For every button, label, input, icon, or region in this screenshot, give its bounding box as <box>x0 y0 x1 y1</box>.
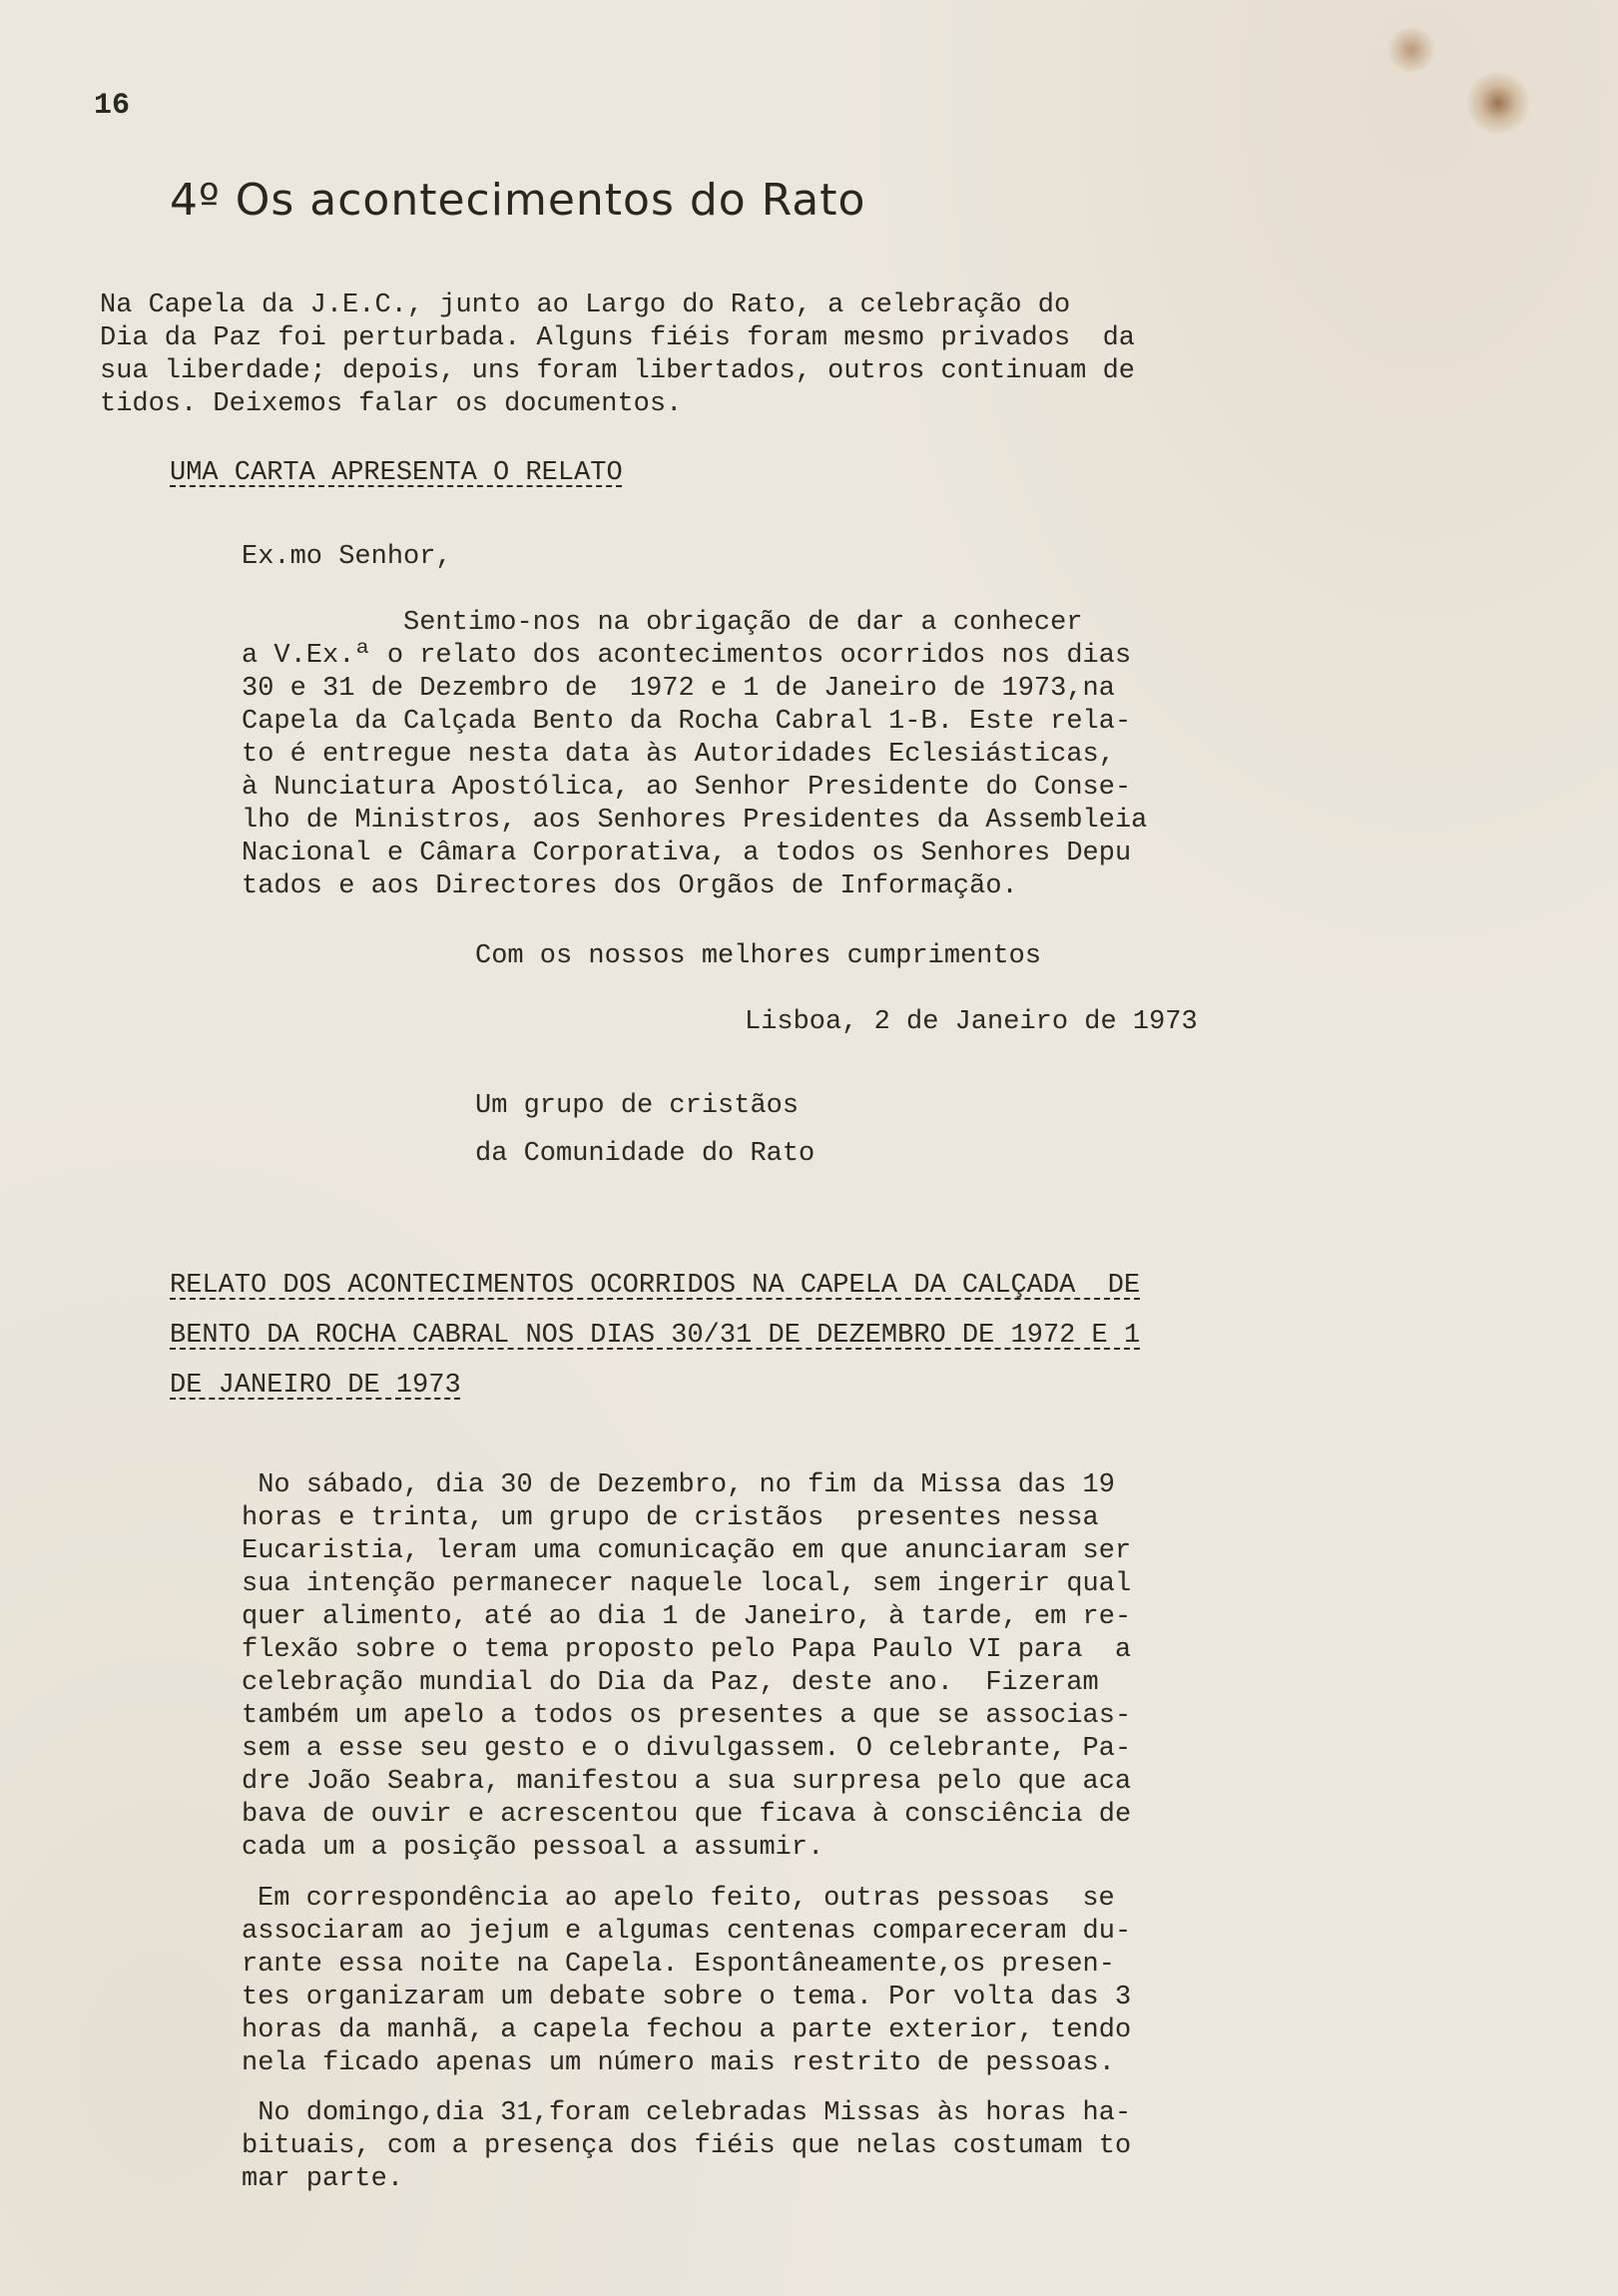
paper-stain <box>1387 28 1435 72</box>
report-heading-line: BENTO DA ROCHA CABRAL NOS DIAS 30/31 DE DEZEMBRO DE 1972 E 1 <box>170 1321 1141 1351</box>
page-number: 16 <box>94 89 131 123</box>
report-paragraph-line: dre João Seabra, manifestou a sua surpresa pelo que aca <box>242 1767 1132 1797</box>
letter-line: 30 e 31 de Dezembro de 1972 e 1 de Janeiro de 1973,na <box>242 674 1115 704</box>
letter-heading: UMA CARTA APRESENTA O RELATO <box>170 458 623 488</box>
report-paragraph-line: bava de ouvir e acrescentou que ficava à consciência de <box>242 1800 1132 1830</box>
intro-line: tidos. Deixemos falar os documentos. <box>100 389 683 419</box>
report-heading-line: DE JANEIRO DE 1973 <box>170 1371 461 1401</box>
report-paragraph-line: sua intenção permanecer naquele local, sem ingerir qual <box>242 1569 1132 1599</box>
letter-closing: Com os nossos melhores cumprimentos <box>475 941 1042 971</box>
section-title: 4º Os acontecimentos do Rato <box>170 175 866 226</box>
report-paragraph-line: mar parte. <box>242 2164 404 2194</box>
report-paragraph-line: bituais, com a presença dos fiéis que nelas costumam to <box>242 2131 1132 2161</box>
report-paragraph-line: horas e trinta, um grupo de cristãos presentes nessa <box>242 1503 1099 1533</box>
report-paragraph-line: sem a esse seu gesto e o divulgassem. O celebrante, Pa- <box>242 1734 1132 1764</box>
letter-date: Lisboa, 2 de Janeiro de 1973 <box>745 1007 1198 1037</box>
report-paragraph-line: Em correspondência ao apelo feito, outras pessoas se <box>258 1884 1115 1914</box>
intro-line: Na Capela da J.E.C., junto ao Largo do Rato, a celebração do <box>100 290 1071 320</box>
report-paragraph-line: nela ficado apenas um número mais restrito de pessoas. <box>242 2048 1115 2078</box>
report-paragraph-line: cada um a posição pessoal a assumir. <box>242 1833 824 1863</box>
report-paragraph-line: No domingo,dia 31,foram celebradas Missas às horas ha- <box>242 2098 1132 2128</box>
report-paragraph-line: Eucaristia, leram uma comunicação em que anunciaram ser <box>242 1536 1132 1566</box>
report-paragraph-line: associaram ao jejum e algumas centenas compareceram du- <box>242 1917 1132 1947</box>
signature-line: Um grupo de cristãos <box>475 1091 800 1121</box>
report-paragraph-line: No sábado, dia 30 de Dezembro, no fim da Missa das 19 <box>242 1470 1115 1500</box>
intro-line: sua liberdade; depois, uns foram libertados, outros continuam de <box>100 356 1135 386</box>
letter-line: to é entregue nesta data às Autoridades Eclesiásticas, <box>242 740 1115 770</box>
signature-line: da Comunidade do Rato <box>475 1139 815 1169</box>
letter-line: lho de Ministros, aos Senhores Presidentes da Assembleia <box>242 806 1148 836</box>
salutation: Ex.mo Senhor, <box>242 542 452 572</box>
letter-line: Capela da Calçada Bento da Rocha Cabral 1-B. Este rela- <box>242 707 1132 737</box>
letter-line: Nacional e Câmara Corporativa, a todos os Senhores Depu <box>242 839 1132 868</box>
letter-line: Sentimo-nos na obrigação de dar a conhecer <box>242 608 1083 638</box>
letter-line: à Nunciatura Apostólica, ao Senhor Presidente do Conse- <box>242 773 1132 803</box>
intro-line: Dia da Paz foi perturbada. Alguns fiéis foram mesmo privados da <box>100 323 1135 353</box>
letter-line: tados e aos Directores dos Orgãos de Informação. <box>242 871 1018 901</box>
report-paragraph-line: horas da manhã, a capela fechou a parte exterior, tendo <box>242 2015 1132 2045</box>
report-paragraph-line: tes organizaram um debate sobre o tema. Por volta das 3 <box>242 1983 1132 2012</box>
report-heading-line: RELATO DOS ACONTECIMENTOS OCORRIDOS NA CAPELA DA CALÇADA DE <box>170 1271 1141 1301</box>
report-paragraph-line: flexão sobre o tema proposto pelo Papa Paulo VI para a <box>242 1635 1132 1665</box>
report-paragraph-line: rante essa noite na Capela. Espontâneamente,os presen- <box>242 1950 1115 1980</box>
report-paragraph-line: quer alimento, até ao dia 1 de Janeiro, à tarde, em re- <box>242 1602 1132 1632</box>
report-paragraph-line: celebração mundial do Dia da Paz, deste ano. Fizeram <box>242 1668 1099 1698</box>
report-paragraph-line: também um apelo a todos os presentes a que se associas- <box>242 1701 1132 1731</box>
paper-stain <box>1467 72 1529 134</box>
letter-line: a V.Ex.ª o relato dos acontecimentos ocorridos nos dias <box>242 641 1132 671</box>
